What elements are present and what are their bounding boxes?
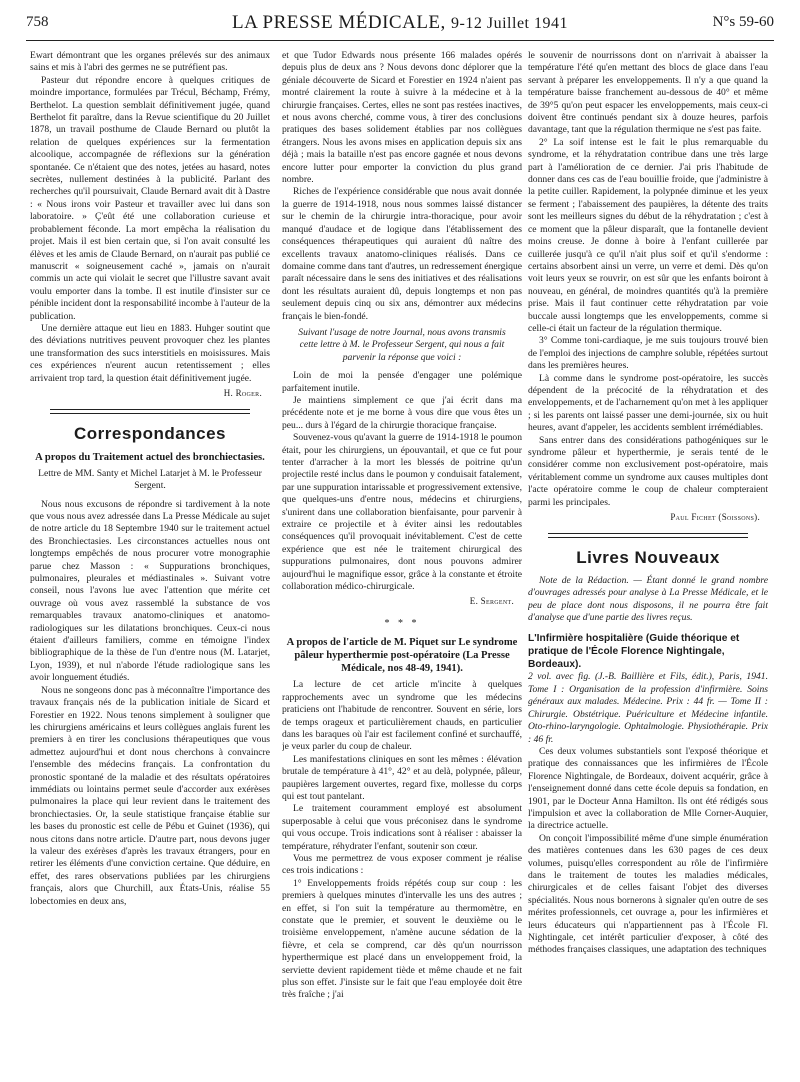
editor-note: Note de la Rédaction. — Étant donné le grand nombre d'ouvrages adressés pour analyse à La Presse Médicale, et le peu de place dont nous disposons, il ne pourra être fait d'analyse que d'une partie des livres reçus. — [528, 574, 768, 624]
stars-divider: * * * — [384, 617, 420, 629]
paragraph: 2° La soif intense est le fait le plus remarquable du syndrome, et la réhydratation contribue dans une très large part à l'amélioration de ce dernier. J'ai pris l'habitude de donner dans ces cas de l'eau bouillie froide, que j'administre à la petite cuiller. Rapidement, la polypnée diminue et les yeux se ferment ; l'abaissement des paupières, la détente des traits sont les meilleurs signes du début de la réhydratation ; c'est à ce moment que la pâleur disparaît, que la fontanelle devient moins creuse. Je donne à boire à l'enfant cuillerée par cuillerée jusqu'à ce qu'il n'ait plus soif et qu'il s'endorme : certains absorbent ainsi un verre, un verre et demi. Dès qu'on voit leurs yeux se rouvrir, on est sûr que les enfants boiront à nouveau, en général, de moindres quantités qu'à la première prise. Mais il faut continuer cette réhydratation par voie buccale aussi longtemps que les enveloppements, comme si celle-ci était un facteur de la régulation thermique. — [528, 136, 768, 334]
paragraph: Pasteur dut répondre encore à quelques critiques de moindre importance, formulées par Trécul, Béchamp, Frémy, Berthelot. La question semblait définitivement jugée, quand Berthelot fit paraître, dans la Revue scientifique du 20 Juillet 1878, un travail posthume de Claude Bernard ou plutôt la relation de quelques expériences sur la fermentation alcoolique, accompagnée de réflexions sur la génération spontanée. Ce n'étaient que des notes, jetées au hasard, notes secrètes, nullement destinées à la publicité. Parlant des recherches qu'il poursuivait, Claude Bernard avait dit à Dastre : « Nous irons voir Pasteur et travailler avec lui dans son laboratoire. » Ç'eût été une collaboration curieuse et probablement féconde. La mort empêcha la réalisation du projet. Mais il est bien certain que, si l'on avait consulté les élèves et les amis de Claude Bernard, on n'aurait pas publié ce manuscrit « soigneusement caché », jamais on n'aurait commis un acte qui violait le secret que l'illustre savant avait voulu emporter dans la tombe. Il est inutile d'insister sur ce pénible incident dont la responsabilité incombe à l'auteur de la publication. — [30, 74, 270, 322]
header-rule — [26, 40, 774, 41]
letter-from: Lettre de MM. Santy et Michel Latarjet à M. le Professeur Sergent. — [38, 467, 262, 492]
letter-title: A propos du Traitement actuel des bronchiectasies. — [35, 451, 265, 463]
book-title: L'Infirmière hospitalière (Guide théorique et pratique de l'École Florence Nightingale, Bordeaux). — [528, 633, 740, 671]
page-number: 758 — [26, 14, 49, 30]
journal-title — [26, 12, 774, 34]
livres-nouveaux-heading: Livres Nouveaux — [576, 548, 720, 568]
paragraph: Nous ne songeons donc pas à méconnaître l'importance des travaux français nés de la publication initiale de Sicard et Forestier en 1922. Nous tenons simplement à souligner que les chirurgiens américains et leurs collègues anglais furent les premiers à en tirer les conclusions thérapeutiques que vous admettez aujourd'hui et dont nous cherchons à convaincre l'ensemble des médecins français. La confrontation du pronostic spontané de la maladie et des résultats opératoires immédiats ou lointains permet seule d'accorder aux exérèses pulmonaires la place qui leur revient dans le traitement des bronchiectasies. Or, la seule statistique française établie sur les bases du pronostic est celle de Pébu et Guinet (1936), qui nous citons dans notre article. D'autre part, nous devons juger la valeur des exérèses d'après les travaux étrangers, pour en retirer les éléments d'une conviction certaine. Que déduire, en effet, des rares observations publiées par les chirurgiens français, alors que Churchill, aux États-Unis, réalise 55 lobectomies en deux ans, — [30, 684, 270, 907]
paragraph: Ewart démontrant que les organes prélevés sur des animaux sains et mis à l'abri des germes ne se putréfient pas. — [30, 50, 270, 74]
paragraph: et que Tudor Edwards nous présente 166 malades opérés depuis plus de deux ans ? Nous devons donc déplorer que la géniale découverte de Sicard et Forestier en 1924 n'aient pas montré clairement la route à suivre à la médecine et à la chirurgie françaises. Certes, elles ne sont pas restées inactives, et nous avons cherché, comme vous, à tirer des conclusions pratiques des bases solidement établies par nos collègues étrangers. Nous les avons mises en application depuis six ans déjà ; mais la bataille n'est pas encore gagnée et nous devons encore lutter pour emporter la conviction du plus grand nombre. — [282, 50, 522, 186]
paragraph: Je maintiens simplement ce que j'ai écrit dans ma précédente note et je me borne à vous dire que vous êtes un peu... durs à l'égard de la chirurgie thoracique française. — [282, 394, 522, 431]
paragraph: 3° Comme toni-cardiaque, je me suis toujours trouvé bien de l'emploi des injections de camphre soluble, répétées surtout dans les premières heures. — [528, 335, 768, 372]
signature-fichet: Paul Fichet (Soissons). — [670, 512, 760, 523]
issue-date: 9-12 Juillet 1941 — [451, 15, 568, 32]
paragraph: Riches de l'expérience considérable que nous avait donnée la guerre de 1914-1918, nous nous sommes laissé distancer sur le chemin de la chirurgie intra-thoracique, pour avoir manqué d'audace et de logique dans l'établissement des conséquences thérapeutiques qui auraient dû naître des excellents travaux anatomo-cliniques réalisés. Dans ce domaine comme dans tant d'autres, un redressement énergique paraît nécessaire dans le sens des initiatives et des réalisations dont les résultats auraient dû, depuis longtemps et non pas seulement depuis cinq ou six ans, démontrer aux médecins français le bien-fondé. — [282, 186, 522, 322]
section-separator — [548, 533, 748, 538]
paragraph: le souvenir de nourrissons dont on n'arrivait à abaisser la température l'été qu'en mettant des blocs de glace dans l'eau servant à préparer les enveloppements. Il n'y a que quand la température baisse franchement au-dessous de 40° et même de 39°5 qu'on peut espacer les enveloppements, mais ceux-ci doivent être continués pendant six à douze heures, parfois davantage, tant que la régulation thermique ne s'est pas faite. — [528, 50, 768, 136]
paragraph: Nous nous excusons de répondre si tardivement à la note que vous nous avez adressée dans La Presse Médicale au sujet de notre article du 18 Septembre 1940 sur le traitement actuel des Bronchiectasies. Les circonstances actuelles nous ont longtemps empêchés de nous procurer votre monographie parue chez Masson : « Suppurations bronchiques, pulmonaires, pleurales et médiastinales ». Suivant votre conseil, nous l'avons lue avec l'attention que mérite cet ouvrage où vous avez rassemblé la substance de vos remarquables travaux anatomo-cliniques et anatomo-radiologiques sur les dilatations bronchiques. Ceux-ci nous étaient d'ailleurs familiers, comme en témoigne l'index bibliographique de la thèse de l'un d'entre nous (M. Latarjet, Lyon, 1939), et nul n'aborde l'étude radiologique sans les avoir longuement étudiés. — [30, 498, 270, 684]
journal-name: LA PRESSE MÉDICALE, — [232, 12, 446, 33]
paragraph: Sans entrer dans des considérations pathogéniques sur le syndrome pâleur et hyperthermie, je serais tenté de le considérer comme non exclusivement post-opératoire, mais véritablement comme un syndrome aux causes multiples dont l'acte opératoire comme le coup de chaleur compteraient parmi les principales. — [528, 434, 768, 508]
paragraph: Ces deux volumes substantiels sont l'exposé théorique et pratique des connaissances que les infirmières de l'École Florence Nightingale, de Bordeaux, doivent acquérir, grâce à l'enseignement donné dans cette école depuis sa fondation, en 1901, par le Docteur Anna Hamilton. Ils ont été rédigés sous l'impulsion et avec la collaboration de Mlle Corner-Auquier, la directrice actuelle. — [528, 745, 768, 832]
page-header — [26, 14, 774, 38]
paragraph: Loin de moi la pensée d'engager une polémique parfaitement inutile. — [282, 370, 522, 394]
paragraph: Là comme dans le syndrome post-opératoire, les succès dépendent de la précocité de la réhydratation et des enveloppements, et de l'acharnement qu'on met à les appliquer ; si les parents ont laissé passer une demi-journée, six ou huit heures, avant d'appeler, les accidents semblent irrémédiables. — [528, 372, 768, 434]
paragraph: Souvenez-vous qu'avant la guerre de 1914-1918 le poumon était, pour les chirurgiens, un épouvantail, et que ce fut pour tenter d'arracher à la mort les blessés de poitrine qu'un projectile resté inclus dans le poumon y conduisait fatalement, par une suppuration intarissable et progressivement extensive, que quelques-uns d'entre nous, médecins et chirurgiens, s'unirent dans une collaboration bienfaisante, pour parvenir à extraire ce projectile et à éviter ainsi les redoutables conséquences qu'il provoquait inévitablement. C'est de cette expérience que est née le traitement chirurgical des suppurations pulmonaires, dont nous pouvons admirer aujourd'hui le magnifique essor, grâce à la constante et étroite collaboration médico-chirurgicale. — [282, 432, 522, 593]
article-title: A propos de l'article de M. Piquet sur Le syndrome pâleur hyperthermie post-opératoire (La Presse Médicale, nos 48-49, 1941). — [286, 637, 518, 675]
paragraph: Une dernière attaque eut lieu en 1883. Huhger soutint que des déviations nutritives peuvent provoquer chez les plantes une transformation des sucs interstitiels en moisissures. Mais ces expériences n'eurent aucun retentissement ; elles arrivaient trop tard, la question était définitivement jugée. — [30, 322, 270, 384]
paragraph: On conçoit l'impossibilité même d'une simple énumération des matières contenues dans les 630 pages de ces deux volumes, puisqu'elles correspondent au rôle de l'infirmière dans le traitement de toutes les maladies médicales, chirurgicales et de celles faisant l'objet des diverses spécialités. Nous nous bornerons à signaler qu'en outre de ses mérites professionnels, cet ouvrage a, pour les infirmières et leurs éducateurs qui n'appartiennent pas à l'École Fl. Nightingale, cet intérêt particulier d'exposer, à côté des méthodes françaises classiques, une adaptation des techniques — [528, 832, 768, 956]
column-right — [528, 50, 768, 1060]
column-left — [30, 50, 270, 1060]
signature-sergent: E. Sergent. — [469, 596, 514, 607]
correspondances-heading: Correspondances — [73, 424, 227, 444]
column-middle — [282, 50, 522, 1060]
paragraph: 1° Enveloppements froids répétés coup sur coup : les premiers à quelques minutes d'intervalle les uns des autres ; en effet, si l'on suit la température au thermomètre, en constate que le premier, et souvent le deuxième ou le troisième enveloppement, n'amène aucune sédation de la fièvre, et cela se comprend, car dès qu'un nourrisson hyperthermique est placé dans un enveloppement froid, la serviette devient rapidement tiède et même chaude et ne fait plus son effet. J'insiste sur le fait que l'eau employée doit être très fraîche ; j'ai — [282, 877, 522, 1001]
signature-roger: H. Roger. — [223, 387, 262, 398]
book-details: 2 vol. avec fig. (J.-B. Baillière et Fils, édit.), Paris, 1941. Tome I : Organisation de la profession d'infirmière. Soins généraux aux malades. Médecine. Prix : 44 fr. — Tome II : Chirurgie. Obstétrique. Puériculture et Médecine infantile. Oto-rhino-laryngologie. Ophtalmologie. Physiothérapie. Prix : 46 fr. — [528, 671, 768, 745]
paragraph: Vous me permettrez de vous exposer comment je réalise ces trois indications : — [282, 852, 522, 877]
section-separator — [50, 409, 250, 414]
issue-number: N°s 59-60 — [712, 14, 774, 30]
editor-reply-note: Suivant l'usage de notre Journal, nous avons transmis cette lettre à M. le Professeur Sergent, qui nous a fait parvenir la réponse que voici : — [298, 326, 506, 363]
paragraph: Les manifestations cliniques en sont les mêmes : élévation brutale de température à 41°, 42° et au delà, polypnée, pâleur, paupières largement ouvertes, regard fixe, mollesse du corps qui est tout pantelant. — [282, 753, 522, 802]
paragraph: La lecture de cet article m'incite à quelques rapprochements avec un syndrome que les médecins praticiens ont l'habitude de rencontrer. Souvent en série, lors de temps orageux et particulièrement chauds, en particulier dans les baraques où l'air est facilement confiné et surchauffé, je veux parler du coup de chaleur. — [282, 679, 522, 753]
paragraph: Le traitement couramment employé est absolument superposable à celui que vous préconisez dans le syndrome qui vous occupe. Trois indications sont à réaliser : abaisser la température, réhydrater l'enfant, soutenir son cœur. — [282, 803, 522, 852]
